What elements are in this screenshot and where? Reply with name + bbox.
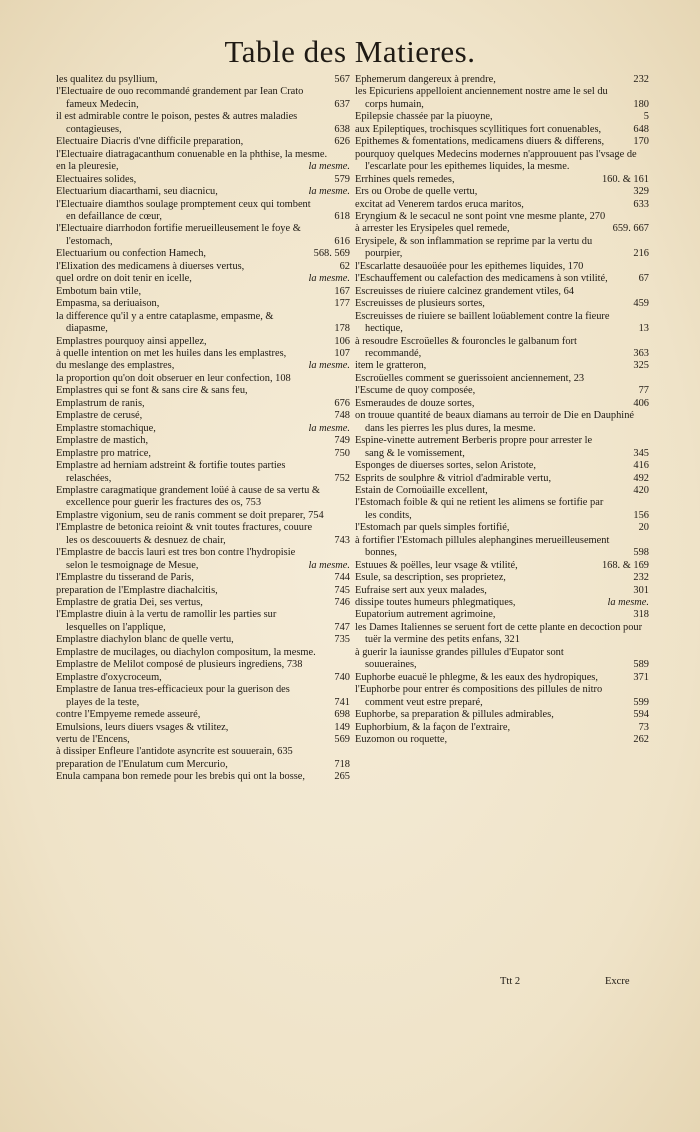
- entry-page-ref: 569: [334, 734, 350, 746]
- entry-page-ref: 13: [638, 323, 649, 335]
- entry-page-ref: 325: [633, 360, 649, 372]
- index-entry: [56, 111, 350, 136]
- index-entry: [56, 746, 350, 758]
- entry-page-ref: 648: [633, 123, 649, 135]
- index-entry: [56, 460, 350, 485]
- entry-page-ref: 744: [334, 572, 350, 584]
- entry-text: Eupatorium autrement agrimoine,: [355, 609, 496, 621]
- entry-text: preparation de l'Emplastre diachalcitis,: [56, 584, 218, 596]
- index-entry: [56, 547, 350, 572]
- index-entry: [355, 709, 649, 721]
- entry-text: l'Estomach par quels simples fortifié,: [355, 522, 510, 534]
- entry-page-ref: 180: [633, 98, 649, 110]
- entry-page-ref: 77: [638, 385, 649, 397]
- entry-text: pourquoy quelques Medecins modernes n'approuuent pas l'vsage de l'escarlate pour les epithemes liquides, la mesme.: [355, 148, 637, 173]
- entry-text: Euphorbe, sa preparation & pillules admirables,: [355, 709, 554, 721]
- entry-page-ref: 178: [334, 323, 350, 335]
- index-entry: [56, 298, 350, 310]
- index-entry: [355, 236, 649, 261]
- index-entry: [355, 149, 649, 174]
- entry-page-ref: 568. 569: [313, 248, 350, 260]
- index-entry: [56, 423, 350, 435]
- entry-page-ref: 160. & 161: [601, 173, 649, 185]
- index-entry: [355, 647, 649, 672]
- index-entry: [355, 622, 649, 647]
- entry-text: Emplastre stomachique,: [56, 422, 156, 434]
- entry-text: Enula campana bon remede pour les brebis qui ont la bosse,: [56, 771, 306, 783]
- entry-page-ref: 170: [633, 136, 649, 148]
- index-entry: [56, 510, 350, 522]
- entry-page-ref: 616: [334, 235, 350, 247]
- entry-text: Empasma, sa deriuaison,: [56, 298, 160, 310]
- index-entry: [355, 497, 649, 522]
- entry-page-ref: 749: [334, 435, 350, 447]
- entry-page-ref: 416: [633, 460, 649, 472]
- entry-text: l'Electuaire de ouo recommandé grandement par Iean Crato fameux Medecin,: [56, 86, 304, 110]
- index-entry: [56, 273, 350, 285]
- index-entry: [56, 485, 350, 510]
- entry-text: Emplastre vigonium, seu de ranis comment se doit preparer, 754: [56, 509, 324, 521]
- entry-page-ref: 232: [633, 572, 649, 584]
- entry-page-ref: la mesme.: [308, 559, 350, 571]
- index-entry: [355, 722, 649, 734]
- index-entry: [355, 734, 649, 746]
- index-entry: [56, 734, 350, 746]
- entry-text: Emplastre de gratia Dei, ses vertus,: [56, 597, 203, 609]
- index-entry: [56, 647, 350, 659]
- index-entry: [355, 398, 649, 410]
- entry-text: l'Emplastre du tisserand de Paris,: [56, 572, 194, 584]
- entry-page-ref: 741: [334, 696, 350, 708]
- entry-text: à fortifier l'Estomach pillules alephangines merueilleusement bonnes,: [355, 534, 610, 559]
- entry-text: Erysipele, & son inflammation se reprime par la vertu du pourpier,: [355, 235, 593, 260]
- index-entry: [56, 722, 350, 734]
- entry-page-ref: 265: [334, 771, 350, 783]
- index-entry: [56, 336, 350, 348]
- entry-text: Euphorbe euacuë le phlegme, & les eaux des hydropiques,: [355, 671, 598, 683]
- entry-text: les Epicuriens appelloient anciennement nostre ame le sel du corps humain,: [355, 86, 608, 110]
- entry-text: il est admirable contre le poison, pestes & autres maladies contagieuses,: [56, 111, 298, 135]
- index-entry: [56, 609, 350, 634]
- index-entry: [355, 560, 649, 572]
- entry-text: les qualitez du psyllium,: [56, 74, 158, 85]
- index-entry: [355, 111, 649, 123]
- entry-page-ref: 168. & 169: [601, 559, 649, 571]
- index-entry: [355, 597, 649, 609]
- entry-text: Emplastres pourquoy ainsi appellez,: [56, 335, 207, 347]
- entry-text: Escreuisses de riuiere se baillent loüablement contre la fieure hectique,: [355, 310, 610, 335]
- entry-text: Emplastre caragmatique grandement loüé à cause de sa vertu & excellence pour guerir les fractures des os, 753: [56, 484, 320, 509]
- entry-page-ref: 73: [638, 721, 649, 733]
- entry-page-ref: la mesme.: [607, 597, 649, 609]
- entry-page-ref: 743: [334, 534, 350, 546]
- index-entry: [56, 597, 350, 609]
- entry-text: Electuaire Diacris d'vne difficile preparation,: [56, 136, 244, 148]
- entry-page-ref: 618: [334, 210, 350, 222]
- entry-text: Escreuisses de riuiere calcinez grandement vtiles, 64: [355, 285, 574, 297]
- entry-page-ref: 156: [633, 509, 649, 521]
- entry-page-ref: 599: [633, 696, 649, 708]
- entry-page-ref: 329: [633, 186, 649, 198]
- entry-page-ref: 626: [334, 136, 350, 148]
- entry-text: à resoudre Escroüelles & fouroncles le galbanum fort recommandé,: [355, 335, 577, 359]
- right-column: [355, 74, 649, 746]
- index-entry: [355, 136, 649, 148]
- entry-page-ref: 633: [633, 198, 649, 210]
- entry-text: à quelle intention on met les huiles dans les emplastres,: [56, 347, 287, 359]
- entry-page-ref: la mesme.: [308, 422, 350, 434]
- entry-text: l'Elixation des medicamens à diuerses vertus,: [56, 260, 245, 272]
- index-entry: [56, 672, 350, 684]
- entry-page-ref: 371: [633, 671, 649, 683]
- index-entry: [56, 261, 350, 273]
- index-entry: [355, 211, 649, 223]
- entry-text: Emplastre de cerusé,: [56, 410, 143, 422]
- entry-page-ref: 318: [633, 609, 649, 621]
- index-entry: [56, 74, 350, 86]
- entry-text: l'Electuaire diamthos soulage promptement ceux qui tombent en defaillance de cœur,: [56, 198, 311, 222]
- entry-text: Ers ou Orobe de quelle vertu,: [355, 186, 478, 198]
- entry-text: Esprits de soulphre & vitriol d'admirable vertu,: [355, 472, 552, 484]
- index-entry: [355, 286, 649, 298]
- entry-text: Euzomon ou roquette,: [355, 734, 448, 746]
- index-entry: [355, 485, 649, 497]
- index-entry: [355, 672, 649, 684]
- index-entry: [56, 398, 350, 410]
- entry-text: Escroüelles comment se guerissoient anciennement, 23: [355, 372, 585, 384]
- entry-page-ref: la mesme.: [308, 186, 350, 198]
- entry-text: à guerir la iaunisse grandes pillules d'Eupator sont souueraines,: [355, 646, 564, 671]
- entry-text: Emplastre de mucilages, ou diachylon compositum, la mesme.: [56, 646, 316, 658]
- index-entry: [355, 572, 649, 584]
- entry-page-ref: 262: [633, 734, 649, 746]
- entry-text: la difference qu'il y a entre cataplasme, empasme, & diapasme,: [56, 310, 274, 335]
- entry-page-ref: 735: [334, 634, 350, 646]
- index-entry: [355, 460, 649, 472]
- entry-text: Emplastre ad herniam adstreint & fortifie toutes parties relaschées,: [56, 460, 286, 484]
- index-entry: [56, 223, 350, 248]
- entry-text: Eufraise sert aux yeux malades,: [355, 584, 487, 596]
- entry-page-ref: 67: [638, 273, 649, 285]
- entry-text: on trouue quantité de beaux diamans au terroir de Die en Dauphiné dans les pierres les plus dures, la mesme.: [355, 410, 635, 434]
- entry-text: les Dames Italiennes se seruent fort de cette plante en decoction pour tuër la vermine des petits enfans, 321: [355, 621, 643, 646]
- index-entry: [355, 435, 649, 460]
- entry-text: Espine-vinette autrement Berberis propre pour arrester le sang & le vomissement,: [355, 435, 593, 459]
- entry-page-ref: 492: [633, 472, 649, 484]
- entry-page-ref: la mesme.: [308, 273, 350, 285]
- entry-text: l'Eschauffement ou calefaction des medicamens à son vtilité,: [355, 273, 608, 285]
- index-entry: [355, 373, 649, 385]
- entry-page-ref: 740: [334, 671, 350, 683]
- index-entry: [56, 360, 350, 372]
- entry-text: dissipe toutes humeurs phlegmatiques,: [355, 597, 516, 609]
- left-column: [56, 74, 350, 784]
- index-entry: [56, 572, 350, 584]
- entry-page-ref: la mesme.: [308, 161, 350, 173]
- entry-page-ref: 106: [334, 335, 350, 347]
- entry-page-ref: 598: [633, 547, 649, 559]
- entry-text: Electuaires solides,: [56, 173, 137, 185]
- entry-text: du meslange des emplastres,: [56, 360, 175, 372]
- entry-text: vertu de l'Encens,: [56, 734, 130, 746]
- index-entry: [56, 709, 350, 721]
- entry-text: Epilepsie chassée par la piuoyne,: [355, 111, 493, 123]
- entry-page-ref: 589: [633, 659, 649, 671]
- entry-page-ref: 167: [334, 285, 350, 297]
- entry-page-ref: 232: [633, 74, 649, 85]
- index-entry: [355, 124, 649, 136]
- entry-text: Emplastre diachylon blanc de quelle vertu,: [56, 634, 234, 646]
- entry-text: Esule, sa description, ses proprietez,: [355, 572, 506, 584]
- index-entry: [56, 771, 350, 783]
- entry-page-ref: 363: [633, 347, 649, 359]
- entry-text: preparation de l'Enulatum cum Mercurio,: [56, 758, 228, 770]
- entry-page-ref: 637: [334, 98, 350, 110]
- entry-page-ref: 301: [633, 584, 649, 596]
- entry-page-ref: la mesme.: [308, 360, 350, 372]
- entry-page-ref: 676: [334, 397, 350, 409]
- index-entry: [56, 136, 350, 148]
- entry-text: Epithemes & fomentations, medicamens diuers & differens,: [355, 136, 605, 148]
- index-entry: [56, 373, 350, 385]
- entry-text: Electuarium ou confection Hamech,: [56, 248, 207, 260]
- entry-page-ref: 216: [633, 248, 649, 260]
- index-entry: [355, 273, 649, 285]
- index-entry: [355, 522, 649, 534]
- entry-text: l'Emplastre de betonica reioint & vnit toutes fractures, couure les os descouuerts & desnuez de chair,: [56, 522, 313, 546]
- entry-text: l'Euphorbe pour entrer és compositions des pillules de nitro comment veut estre preparé,: [355, 684, 603, 708]
- entry-text: l'Escume de quoy composée,: [355, 385, 476, 397]
- index-entry: [56, 385, 350, 397]
- index-entry: [355, 473, 649, 485]
- index-entry: [355, 336, 649, 361]
- entry-page-ref: 406: [633, 397, 649, 409]
- index-entry: [355, 360, 649, 372]
- entry-text: Esponges de diuerses sortes, selon Aristote,: [355, 460, 536, 472]
- entry-page-ref: 567: [334, 74, 350, 85]
- entry-text: quel ordre on doit tenir en icelle,: [56, 273, 192, 285]
- signature-mark: Ttt 2: [500, 976, 521, 987]
- index-entry: [56, 410, 350, 422]
- entry-text: la proportion qu'on doit obseruer en leur confection, 108: [56, 372, 291, 384]
- index-entry: [355, 261, 649, 273]
- index-entry: [56, 199, 350, 224]
- entry-text: Emplastres qui se font & sans cire & sans feu,: [56, 385, 248, 397]
- entry-page-ref: 698: [334, 709, 350, 721]
- entry-page-ref: 659. 667: [612, 223, 649, 235]
- index-entry: [56, 248, 350, 260]
- entry-text: l'Electuaire diatragacanthum conuenable en la phthise, la mesme.: [56, 148, 328, 160]
- index-entry: [355, 199, 649, 211]
- entry-text: Estuues & poëlles, leur vsage & vtilité,: [355, 559, 518, 571]
- entry-text: à arrester les Erysipeles quel remede,: [355, 223, 510, 235]
- index-entry: [355, 585, 649, 597]
- entry-text: contre l'Empyeme remede asseuré,: [56, 709, 201, 721]
- entry-page-ref: 752: [334, 472, 350, 484]
- entry-page-ref: 62: [339, 260, 350, 272]
- entry-text: Ephemerum dangereux à prendre,: [355, 74, 496, 85]
- index-entry: [56, 435, 350, 447]
- index-entry: [355, 86, 649, 111]
- entry-text: Emulsions, leurs diuers vsages & vtilitez,: [56, 721, 229, 733]
- entry-page-ref: 745: [334, 584, 350, 596]
- index-entry: [56, 448, 350, 460]
- entry-text: Emplastre de mastich,: [56, 435, 149, 447]
- index-entry: [355, 311, 649, 336]
- entry-text: Electuarium diacarthami, seu diacnicu,: [56, 186, 218, 198]
- entry-text: Emplastre de Ianua tres-efficacieux pour la guerison des playes de la teste,: [56, 684, 290, 708]
- entry-text: Euphorbium, & la façon de l'extraire,: [355, 721, 511, 733]
- index-entry: [56, 634, 350, 646]
- index-entry: [56, 759, 350, 771]
- catchword: Excre: [605, 976, 630, 987]
- index-entry: [56, 348, 350, 360]
- entry-text: Esmeraudes de douze sortes,: [355, 397, 475, 409]
- entry-page-ref: 750: [334, 447, 350, 459]
- entry-text: en la pleuresie,: [56, 161, 119, 173]
- index-entry: [355, 535, 649, 560]
- entry-text: aux Epileptiques, trochisques scyllitiques fort conuenables,: [355, 123, 602, 135]
- index-entry: [355, 74, 649, 86]
- index-entry: [56, 585, 350, 597]
- entry-page-ref: 459: [633, 298, 649, 310]
- index-entry: [355, 298, 649, 310]
- index-entry: [355, 385, 649, 397]
- entry-page-ref: 718: [334, 758, 350, 770]
- entry-text: l'Emplastre diuin à la vertu de ramollir les parties sur lesquelles on l'applique,: [56, 609, 277, 633]
- index-entry: [56, 174, 350, 186]
- page-title: Table des Matieres.: [224, 34, 476, 69]
- entry-page-ref: 748: [334, 410, 350, 422]
- index-entry: [56, 186, 350, 198]
- entry-text: Emplastre de Melilot composé de plusieurs ingrediens, 738: [56, 659, 303, 671]
- entry-page-ref: 747: [334, 621, 350, 633]
- index-entry: [56, 522, 350, 547]
- entry-text: l'Escarlatte desauoüée pour les epithemes liquides, 170: [355, 260, 584, 272]
- entry-page-ref: 746: [334, 597, 350, 609]
- entry-text: Emplastre pro matrice,: [56, 447, 151, 459]
- entry-text: l'Emplastre de baccis lauri est tres bon contre l'hydropisie selon le tesmoignage de Mesue,: [56, 547, 296, 571]
- entry-text: Escreuisses de plusieurs sortes,: [355, 298, 485, 310]
- entry-text: l'Estomach foible & qui ne retient les alimens se fortifie par les condits,: [355, 497, 604, 521]
- index-entry: [355, 684, 649, 709]
- entry-page-ref: 177: [334, 298, 350, 310]
- entry-page-ref: 149: [334, 721, 350, 733]
- index-entry: [56, 161, 350, 173]
- index-entry: [355, 609, 649, 621]
- entry-page-ref: 594: [633, 709, 649, 721]
- entry-text: item le gratteron,: [355, 360, 427, 372]
- index-entry: [56, 149, 350, 161]
- entry-text: l'Electuaire diarrhodon fortifie merueilleusement le foye & l'estomach,: [56, 223, 301, 247]
- index-entry: [355, 186, 649, 198]
- entry-text: excitat ad Venerem tardos eruca maritos,: [355, 198, 524, 210]
- entry-text: Eryngium & le secacul ne sont point vne mesme plante, 270: [355, 210, 606, 222]
- entry-page-ref: 5: [643, 111, 649, 123]
- entry-page-ref: 420: [633, 484, 649, 496]
- entry-text: Emplastrum de ranis,: [56, 397, 145, 409]
- entry-text: Emplastre d'oxycroceum,: [56, 671, 162, 683]
- entry-page-ref: 345: [633, 447, 649, 459]
- index-entry: [355, 410, 649, 435]
- index-entry: [56, 659, 350, 671]
- index-entry: [56, 684, 350, 709]
- index-entry: [56, 311, 350, 336]
- index-entry: [56, 86, 350, 111]
- entry-page-ref: 579: [334, 173, 350, 185]
- index-entry: [355, 223, 649, 235]
- entry-page-ref: 107: [334, 347, 350, 359]
- entry-page-ref: 20: [638, 522, 649, 534]
- entry-text: Embotum bain vtile,: [56, 285, 142, 297]
- entry-text: Estain de Cornoüaille excellent,: [355, 484, 488, 496]
- entry-text: à dissiper Enfleure l'antidote asyncrite est souuerain, 635: [56, 746, 293, 758]
- entry-text: Errhines quels remedes,: [355, 173, 455, 185]
- index-entry: [56, 286, 350, 298]
- index-entry: [355, 174, 649, 186]
- entry-page-ref: 638: [334, 123, 350, 135]
